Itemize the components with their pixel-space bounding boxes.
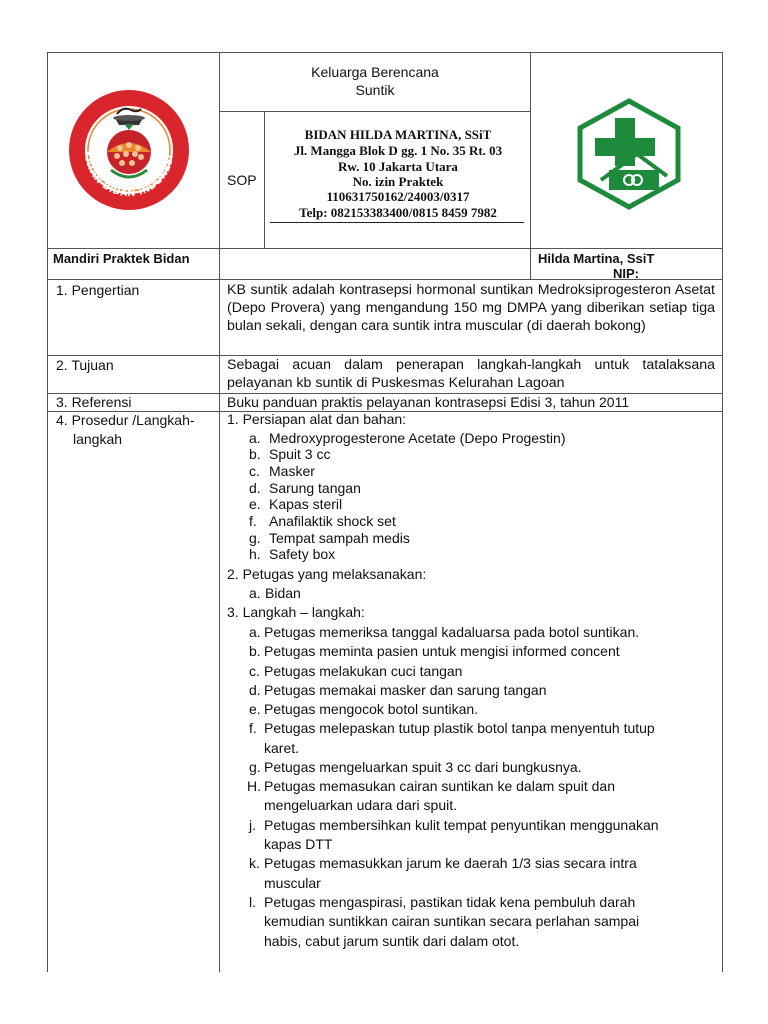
table-left-border [47, 52, 48, 972]
clinic-address-line2: Rw. 10 Jakarta Utara [338, 159, 458, 174]
step-text: Petugas mengaspirasi, pastikan tidak kena pembuluh darah [264, 894, 636, 910]
step-marker: g. [249, 759, 261, 775]
pengertian-label: 1. Pengertian [56, 282, 140, 298]
list-item: Bidan [265, 585, 301, 601]
practice-type: Mandiri Praktek Bidan [53, 251, 190, 266]
right-column-divider-header [530, 52, 531, 280]
step-marker: b. [249, 643, 261, 659]
title-divider [219, 111, 530, 112]
header-bottom-border [47, 248, 723, 249]
signatory-nip: NIP: [613, 266, 639, 281]
list-item-marker: h. [249, 546, 261, 562]
sop-divider [264, 111, 265, 248]
step-text: Petugas memakai masker dan sarung tangan [264, 682, 547, 698]
referensi-text: Buku panduan praktis pelayanan kontrasepsi Edisi 3, tahun 2011 [227, 394, 630, 410]
label-column-divider [219, 52, 220, 972]
clinic-license-label: No. izin Praktek [352, 174, 444, 189]
step-text: Petugas membersihkan kulit tempat penyuntikan menggunakan [264, 817, 659, 833]
list-item-marker: a. [249, 430, 261, 446]
list-item-marker: a. [249, 585, 261, 601]
sop-label: SOP [227, 172, 257, 188]
clinic-name: BIDAN HILDA MARTINA, SSiT [304, 127, 492, 142]
step-text: Petugas memasukkan jarum ke daerah 1/3 sias secara intra [264, 855, 637, 871]
list-item: Medroxyprogesterone Acetate (Depo Progestin) [269, 430, 566, 446]
table-right-border [722, 52, 723, 972]
clinic-license-number: 110631750162/24003/0317 [326, 189, 470, 204]
referensi-label: 3. Referensi [56, 394, 132, 410]
list-item: Safety box [269, 546, 336, 562]
step-text: Petugas memasukan cairan suntikan ke dalam spuit dan [264, 778, 615, 794]
puskesmas-logo [575, 98, 683, 210]
step-marker: k. [249, 855, 260, 871]
step-marker: f. [249, 720, 257, 736]
signatory-name: Hilda Martina, SsiT [538, 251, 655, 266]
list-item: Kapas steril [269, 496, 343, 512]
list-item-marker: f. [249, 513, 257, 529]
clinic-info-underline [270, 222, 524, 223]
step-text: Petugas mengeluarkan spuit 3 cc dari bungkusnya. [264, 759, 582, 775]
document-title-line2: Suntik [355, 82, 395, 98]
list-item: Tempat sampah medis [269, 530, 410, 546]
list-item-marker: d. [249, 480, 261, 496]
section-1-title: 1. Persiapan alat dan bahan: [227, 411, 407, 427]
list-item-marker: b. [249, 446, 261, 462]
step-marker: l. [249, 894, 256, 910]
ibi-logo [67, 88, 191, 212]
clinic-phone: Telp: 082153383400/0815 8459 7982 [299, 205, 497, 220]
step-text: Petugas melakukan cuci tangan [264, 663, 463, 679]
list-item: Spuit 3 cc [269, 446, 331, 462]
prosedur-label-line2: langkah [73, 431, 123, 447]
step-marker: H. [247, 778, 261, 794]
list-item-marker: c. [249, 463, 260, 479]
list-item-marker: e. [249, 496, 261, 512]
step-text-continued: muscular [264, 875, 321, 891]
list-item: Anafilaktik shock set [269, 513, 396, 529]
step-marker: d. [249, 682, 261, 698]
tujuan-label: 2. Tujuan [56, 357, 114, 373]
prosedur-label-line1: 4. Prosedur /Langkah- [56, 412, 195, 428]
list-item: Sarung tangan [269, 480, 361, 496]
clinic-address-line1: Jl. Mangga Blok D gg. 1 No. 35 Rt. 03 [293, 143, 503, 158]
step-marker: a. [249, 624, 261, 640]
svg-text:IKATAN BIDAN INDONESIA: KATAN BIDAN INDONESI [81, 150, 176, 200]
section-2-title: 2. Petugas yang melaksanakan: [227, 566, 427, 582]
step-text: Petugas meminta pasien untuk mengisi informed concent [264, 643, 620, 659]
step-text-continued: kapas DTT [264, 836, 333, 852]
step-marker: c. [249, 663, 260, 679]
list-item-marker: g. [249, 530, 261, 546]
step-text: Petugas memeriksa tanggal kadaluarsa pada botol suntikan. [264, 624, 640, 640]
document-title-line1: Keluarga Berencana [311, 64, 439, 80]
step-text-continued: habis, cabut jarum suntik dari dalam otot. [264, 933, 520, 949]
list-item: Masker [269, 463, 315, 479]
step-text: Petugas melepaskan tutup plastik botol tanpa menyentuh tutup [264, 720, 655, 736]
step-text: Petugas mengocok botol suntikan. [264, 701, 479, 717]
step-text-continued: karet. [264, 740, 300, 756]
step-text-continued: mengeluarkan udara dari spuit. [264, 797, 458, 813]
step-marker: j. [249, 817, 256, 833]
table-top-border [47, 52, 723, 53]
tujuan-text: Sebagai acuan dalam penerapan langkah-langkah untuk tatalaksana pelayanan kb suntik di Puskesmas Kelurahan Lagoan [227, 357, 715, 391]
step-marker: e. [249, 701, 261, 717]
step-text-continued: kemudian suntikkan cairan suntikan secara perlahan sampai [264, 913, 640, 929]
section-3-title: 3. Langkah – langkah: [227, 604, 365, 620]
pengertian-text: KB suntik adalah kontrasepsi hormonal suntikan Medroksiprogesteron Asetat (Depo Provera) yang mengandung 150 mg DMPA yang diberikan setiap tiga bulan sekali, dengan cara suntik intra muscular (di daerah bokong) [227, 282, 715, 334]
